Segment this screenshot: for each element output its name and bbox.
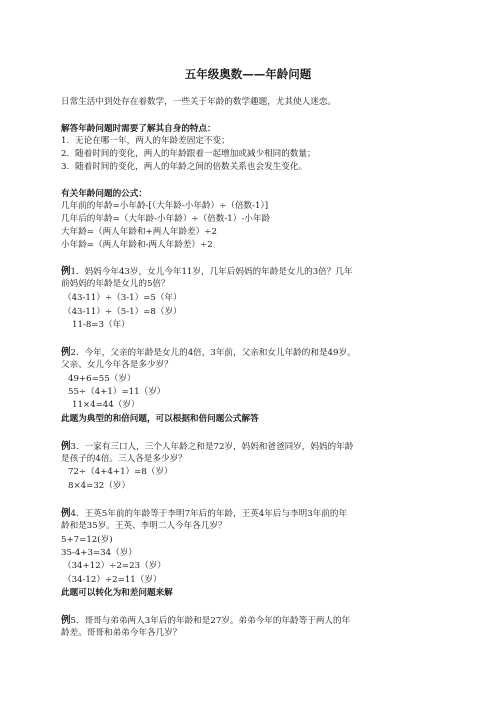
example-4-question-cont: 龄和是35岁。王英、李明二人今年各几岁？ bbox=[61, 521, 227, 531]
formulas-heading: 有关年龄问题的公式： bbox=[61, 189, 147, 199]
formula-line: 几年后的年龄=（大年龄-小年龄）÷（倍数-1）-小年龄 bbox=[61, 214, 271, 224]
example-label: 例 bbox=[61, 266, 71, 277]
example-5-text: 5．哥哥与弟弟两人3年后的年龄和是27岁。弟弟今年的年龄等于两人的年 bbox=[70, 616, 351, 626]
example-label: 例 bbox=[61, 508, 71, 519]
feature-item-2 bbox=[61, 149, 316, 160]
example-5-question-cont: 龄差。哥哥和弟弟今年各几岁？ bbox=[61, 628, 182, 638]
example-2-question-cont: 父亲、女儿今年各是多少岁？ bbox=[61, 360, 173, 370]
example-2-text: 2．今年，父亲的年龄是女儿的4倍，3年前，父亲和女儿年龄的和是49岁。 bbox=[70, 348, 356, 358]
example-4-question bbox=[61, 508, 347, 520]
formula-line: 几年前的年龄=小年龄-[（大年龄-小年龄）÷（倍数-1）] bbox=[61, 201, 269, 211]
feature-number: 1. bbox=[61, 136, 70, 146]
example-1-step: （43-11）÷（5-1）=8（岁） bbox=[63, 307, 182, 317]
feature-number: 3. bbox=[61, 162, 70, 172]
example-4-step: （34-12）÷2=11（岁） bbox=[63, 575, 162, 585]
feature-text: 随着时间的变化，两人的年龄之间的倍数关系也会发生变化。 bbox=[75, 162, 308, 172]
example-2-step: 11×4=44（岁） bbox=[72, 400, 140, 410]
feature-text: 随着时间的变化，两人的年龄跟着一起增加或减少相同的数量； bbox=[75, 149, 316, 159]
example-1-question-cont: 前妈妈的年龄是女儿的5倍？ bbox=[61, 279, 170, 289]
feature-number: 2. bbox=[61, 149, 70, 159]
example-3-text: 3．一家有三口人，三个人年龄之和是72岁，妈妈和爸爸同岁，妈妈的年龄 bbox=[70, 442, 354, 452]
example-2-step: 55÷（4+1）=11（岁） bbox=[68, 387, 166, 397]
example-2-step: 49+6=55（岁） bbox=[68, 374, 136, 384]
intro-paragraph: 日常生活中到处存在着数学，一些关于年龄的数学趣题，尤其使人迷恋。 bbox=[61, 97, 337, 107]
feature-item-1 bbox=[61, 136, 230, 147]
formula-line: 大年龄=（两人年龄和+两人年龄差）÷2 bbox=[61, 227, 217, 237]
example-3-step: 8×4=32（岁） bbox=[68, 481, 131, 491]
example-5-question bbox=[61, 615, 350, 627]
note-and-multiple: 此题为典型的和倍问题，可以根据和倍问题公式解答 bbox=[61, 414, 259, 424]
example-3-step: 72÷（4+4+1）=8（岁） bbox=[68, 467, 173, 477]
example-label: 例 bbox=[61, 441, 71, 452]
example-1-step: 11-8=3（年） bbox=[72, 320, 130, 330]
features-heading: 解答年龄问题时需要了解其自身的特点： bbox=[61, 124, 216, 134]
example-3-question-cont: 是孩子的4倍。三人各是多少岁？ bbox=[61, 454, 187, 464]
example-4-step: 35-4+3=34（岁） bbox=[61, 548, 137, 558]
example-3-question bbox=[61, 441, 353, 453]
example-4-text: 4．王英5年前的年龄等于李明7年后的年龄，王英4年后与李明3年前的年 bbox=[70, 509, 348, 519]
example-1-text: 1．妈妈今年43岁，女儿今年11岁，几年后妈妈的年龄是女儿的3倍？几年 bbox=[70, 267, 353, 277]
example-label: 例 bbox=[61, 615, 71, 626]
feature-item-3 bbox=[61, 162, 307, 173]
feature-text: 无论在哪一年，两人的年龄差固定不变； bbox=[75, 136, 230, 146]
document-title: 五年级奥数——年龄问题 bbox=[184, 67, 312, 81]
example-1-question bbox=[61, 266, 353, 278]
example-1-step: （43-11）÷（3-1）=5（年） bbox=[63, 293, 182, 303]
note-sum-difference: 此题可以转化为和差问题来解 bbox=[61, 588, 173, 598]
example-4-step: 5+7=12(岁) bbox=[61, 535, 113, 545]
formula-line: 小年龄=（两人年龄和-两人年龄差）÷2 bbox=[61, 240, 213, 250]
example-4-step: （34+12）÷2=23（岁） bbox=[63, 561, 166, 571]
example-2-question bbox=[61, 347, 356, 359]
example-label: 例 bbox=[61, 347, 71, 358]
